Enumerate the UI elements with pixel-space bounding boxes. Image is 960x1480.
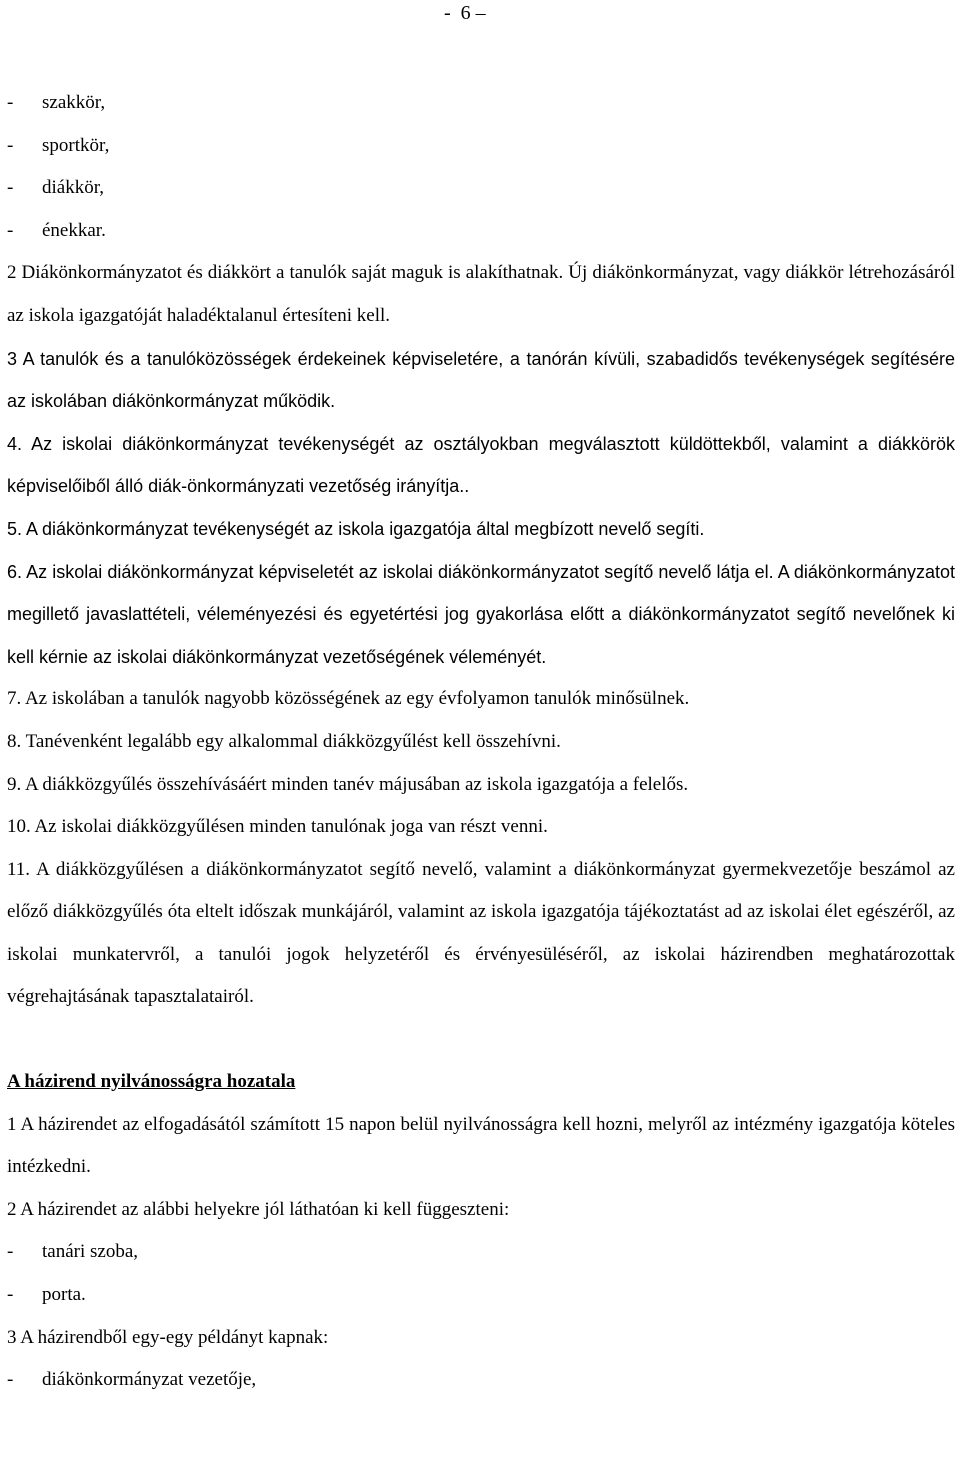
paragraph-7: 7. Az iskolában a tanulók nagyobb közösségének az egy évfolyamon tanulók minősülnek.	[7, 688, 690, 710]
paragraph-6: 6. Az iskolai diákönkormányzat képviseletét az iskolai diákönkormányzatot segítő nevelő látja el. A diákönkormányzatot megillető javaslattételi, véleményezési és egyetértési jog gyakorlása előtt a diákönkormányzatot segítő nevelőnek ki kell kérnie az iskolai diákönkormányzat vezetőségének véleményét.	[7, 561, 955, 667]
list-item-text: szakkör,	[42, 92, 106, 113]
list-item	[7, 1274, 955, 1317]
list-dash: -	[7, 1241, 14, 1263]
document-body	[7, 82, 955, 1402]
paragraph-h2: 2 A házirendet az alábbi helyekre jól láthatóan ki kell függeszteni:	[7, 1198, 510, 1220]
paragraph-11: 11. A diákközgyűlésen a diákönkormányzatot segítő nevelő, valamint a diákönkormányzat gyermekvezetője beszámol az előző diákközgyűlés óta eltelt időszak munkájáról, valamint az iskola igazgatója tájékoztatást ad az iskolai élet egészéről, az iskolai munkatervről, a tanulói jogok helyzetéről és érvényesüléséről, az iskolai házirendben meghatározottak végrehajtásának tapasztalatairól.	[7, 858, 955, 1008]
list-dash: -	[7, 219, 14, 241]
list-item-text: diákkör,	[42, 177, 105, 199]
paragraph-h1: 1 A házirendet az elfogadásától számított 15 napon belül nyilvánosságra kell hozni, melyről az intézmény igazgatója köteles intézkedni.	[7, 1113, 955, 1178]
paragraph-10: 10. Az iskolai diákközgyűlésen minden tanulónak joga van részt venni.	[7, 816, 548, 838]
list-dash: -	[7, 177, 14, 199]
paragraph-h3: 3 A házirendből egy-egy példányt kapnak:	[7, 1326, 329, 1348]
section-heading: A házirend nyilvánosságra hozatala	[7, 1071, 296, 1093]
paragraph-2: 2 Diákönkormányzatot és diákkört a tanulók saját maguk is alakíthatnak. Új diákönkormányzat, vagy diákkör létrehozásáról az iskola igazgatóját haladéktalanul értesíteni kell.	[7, 262, 955, 326]
page-number: - 6 –	[444, 2, 486, 24]
paragraph-3: 3 A tanulók és a tanulóközösségek érdekeinek képviseletére, a tanórán kívüli, szabadidős tevékenységek segítésére az iskolában diákönkormányzat működik.	[7, 348, 955, 412]
list-item-text: diákönkormányzat vezetője,	[42, 1369, 257, 1391]
paragraph-8: 8. Tanévenként legalább egy alkalommal diákközgyűlést kell összehívni.	[7, 730, 561, 752]
paragraph-4: 4. Az iskolai diákönkormányzat tevékenységét az osztályokban megválasztott küldöttekből, valamint a diákkörök képviselőiből álló diák-önkormányzati vezetőség irányítja..	[7, 433, 955, 497]
list-dash: -	[7, 92, 14, 113]
list-item-text: porta.	[42, 1284, 86, 1306]
list-item	[7, 1231, 955, 1274]
list-dash: -	[7, 134, 14, 156]
section-gap	[7, 1019, 955, 1061]
paragraph-5: 5. A diákönkormányzat tevékenységét az iskola igazgatója által megbízott nevelő segíti.	[7, 518, 705, 539]
list-dash: -	[7, 1369, 14, 1391]
list-item-text: sportkör,	[42, 134, 110, 156]
list-item	[7, 167, 955, 210]
paragraph-9: 9. A diákközgyűlés összehívásáért minden tanév májusában az iskola igazgatója a felelős.	[7, 773, 689, 795]
list-item-text: énekkar.	[42, 219, 106, 241]
list-item-text: tanári szoba,	[42, 1241, 139, 1263]
list-item	[7, 125, 955, 168]
list-item	[7, 82, 955, 125]
list-item	[7, 1359, 955, 1402]
list-dash: -	[7, 1284, 14, 1306]
list-item	[7, 210, 955, 253]
